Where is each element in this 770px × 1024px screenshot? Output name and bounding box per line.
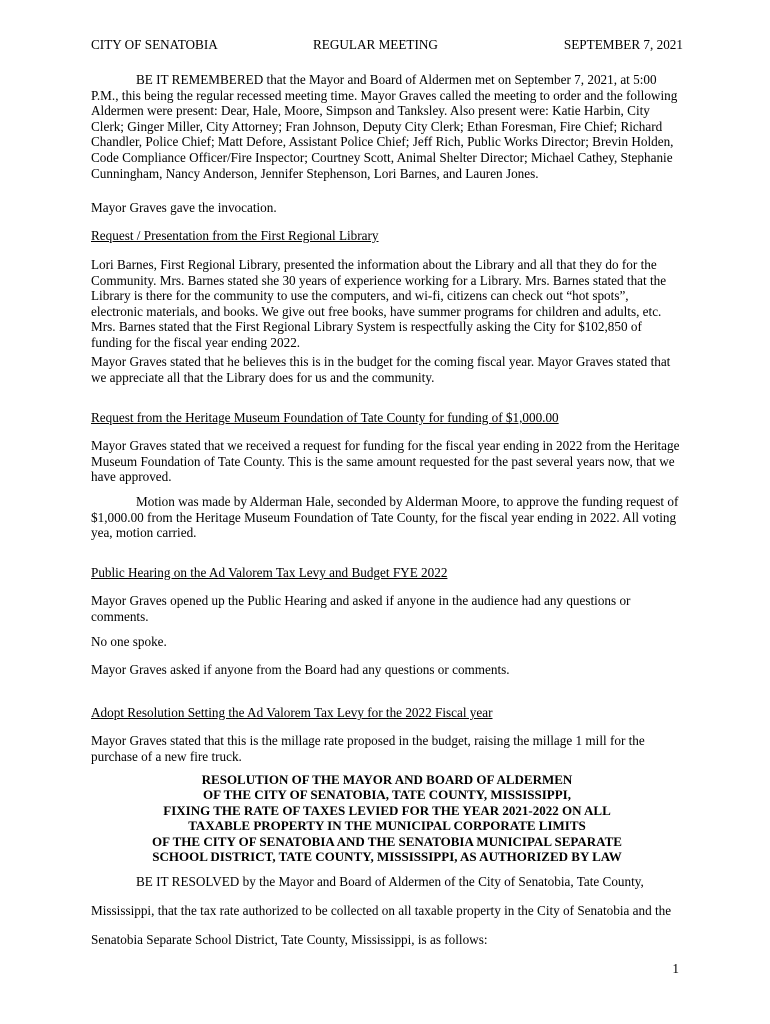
resolution-title-line: FIXING THE RATE OF TAXES LEVIED FOR THE YEAR 2021-2022 ON ALL [163,802,611,818]
resolution-title-line: SCHOOL DISTRICT, TATE COUNTY, MISSISSIPPI, AS AUTHORIZED BY LAW [152,849,622,865]
resolution-title-line: OF THE CITY OF SENATOBIA, TATE COUNTY, MISSISSIPPI, [203,787,571,803]
library-budget-paragraph: Mayor Graves stated that he believes this is in the budget for the coming fiscal year. Mayor Graves stated that we appreciate all that the Library does for us and the community. [91,354,671,385]
library-section-heading: Request / Presentation from the First Regional Library [91,228,379,243]
page-header [91,37,683,53]
header-meeting-type: REGULAR MEETING [313,37,438,52]
adopt-paragraph: Mayor Graves stated that this is the millage rate proposed in the budget, raising the millage 1 mill for the purchase of a new fire truck. [91,733,645,764]
resolution-title-line: OF THE CITY OF SENATOBIA AND THE SENATOBIA MUNICIPAL SEPARATE [152,833,622,849]
museum-section-heading: Request from the Heritage Museum Foundation of Tate County for funding of $1,000.00 [91,410,559,425]
resolved-paragraph: BE IT RESOLVED by the Mayor and Board of Aldermen of the City of Senatobia, Tate County, Mississippi, that the tax rate authorized to be collected on all taxable property in the City of Senatobia and the Senatobia Separate School District, Tate County, Mississippi, is as follows: [91,874,672,947]
header-date: SEPTEMBER 7, 2021 [563,37,683,52]
board-questions-paragraph: Mayor Graves asked if anyone from the Board had any questions or comments. [91,662,510,677]
library-paragraph: Lori Barnes, First Regional Library, presented the information about the Library and all that they do for the Community. Mrs. Barnes stated she 30 years of experience working for a Library. Mrs. Barnes stated that the Library is there for the community to use the computers, and wi-fi, citizens can check out “hot spots”, electronic materials, and books. We give out free books, have summer programs for children and adults, etc. Mrs. Barnes stated that the First Regional Library System is respectfully asking the City for $102,850 of funding for the fiscal year ending 2022. [91,257,667,350]
resolution-title-line: RESOLUTION OF THE MAYOR AND BOARD OF ALDERMEN [201,772,573,787]
museum-paragraph: Mayor Graves stated that we received a request for funding for the fiscal year ending in 2022 from the Heritage Museum Foundation of Tate County. This is the same amount requested for the past several years now, that we have approved. [91,438,680,485]
no-one-spoke-paragraph: No one spoke. [91,634,167,649]
hearing-section-heading: Public Hearing on the Ad Valorem Tax Levy and Budget FYE 2022 [91,565,448,580]
page-number: 1 [672,961,679,976]
header-city: CITY OF SENATOBIA [91,37,218,52]
remembered-paragraph: BE IT REMEMBERED that the Mayor and Board of Aldermen met on September 7, 2021, at 5:00 P.M., this being the regular recessed meeting time. Mayor Graves called the meeting to order and the following Aldermen were present: Dear, Hale, Moore, Simpson and Tanksley. Also present were: Katie Harbin, City Clerk; Ginger Miller, City Attorney; Fran Johnson, Deputy City Clerk; Ethan Foresman, Fire Chief; Richard Chandler, Police Chief; Matt Defore, Assistant Police Chief; Jeff Rich, Public Works Director; Brevin Holden, Code Compliance Officer/Fire Inspector; Courtney Scott, Animal Shelter Director; Michael Cathey, Stephanie Cunningham, Nancy Anderson, Jennifer Stephenson, Lori Barnes, and Lauren Jones. [91,72,678,181]
museum-motion-paragraph: Motion was made by Alderman Hale, seconded by Alderman Moore, to approve the funding request of $1,000.00 from the Heritage Museum Foundation of Tate County, for the fiscal year ending in 2022. All voting yea, motion carried. [91,494,679,541]
adopt-section-heading: Adopt Resolution Setting the Ad Valorem Tax Levy for the 2022 Fiscal year [91,705,493,720]
hearing-paragraph: Mayor Graves opened up the Public Hearing and asked if anyone in the audience had any questions or comments. [91,593,631,624]
invocation-paragraph: Mayor Graves gave the invocation. [91,200,277,215]
resolution-title [91,772,683,864]
resolution-title-line: TAXABLE PROPERTY IN THE MUNICIPAL CORPORATE LIMITS [188,818,586,834]
